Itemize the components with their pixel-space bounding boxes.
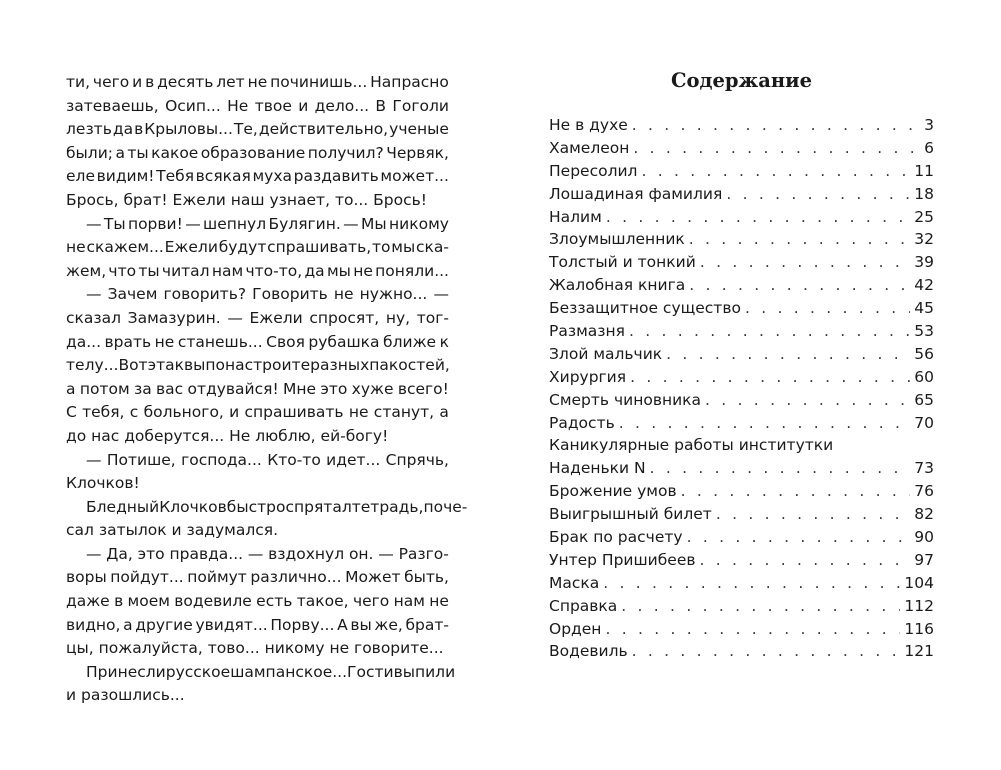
toc-entry-page: 42 (914, 276, 934, 295)
toc-entry-page: 6 (924, 138, 934, 157)
toc-entry (549, 206, 934, 229)
toc-leader-dots (605, 618, 900, 641)
text-line: — Ты порви! — шепнул Булягин. — Мы никому (86, 214, 449, 233)
text-line: — Да, это правда... — вздохнул он. — Разго- (86, 544, 449, 563)
text-line: телу... Вот этак вы понастроите разных пакостей, (66, 356, 450, 375)
toc-entry-title: Брожение умов (549, 482, 677, 501)
toc-entry-title: Беззащитное существо (549, 299, 741, 318)
toc-entry (549, 457, 934, 480)
toc-entry-page: 97 (914, 550, 934, 569)
toc-entry (549, 343, 934, 366)
toc-entry-page: 32 (914, 230, 934, 249)
toc-leader-dots (629, 320, 910, 343)
text-line: а потом за вас отдувайся! Мне это хуже всего! (66, 379, 449, 398)
text-line: — Зачем говорить? Говорить не нужно... — (86, 285, 449, 304)
toc-entry (549, 549, 934, 572)
toc-leader-dots (700, 251, 910, 274)
toc-entry (549, 389, 934, 412)
toc-entry-page: 11 (914, 161, 934, 180)
toc-entry-page: 65 (914, 390, 934, 409)
toc-entry-page: 18 (914, 184, 934, 203)
toc-entry-title: Лошадиная фамилия (549, 184, 723, 203)
toc-leader-dots (606, 206, 910, 229)
table-of-contents-page (549, 68, 934, 663)
toc-entry (549, 412, 934, 435)
text-line: сал затылок и задумался. (66, 521, 279, 540)
toc-entry (549, 114, 934, 137)
toc-leader-dots (726, 183, 910, 206)
toc-entry-title: Унтер Пришибеев (549, 550, 696, 569)
text-line: даже в моем водевиле есть такое, чего нам не (66, 592, 449, 611)
toc-entry (549, 297, 934, 320)
text-line: Клочков! (66, 474, 140, 493)
toc-entry (549, 480, 934, 503)
toc-leader-dots (716, 503, 910, 526)
toc-entry (549, 366, 934, 389)
toc-leader-dots (632, 114, 920, 137)
text-line: не скажем... Ежели будут спрашивать, то мы ска- (66, 238, 449, 257)
toc-entry-page: 90 (914, 528, 934, 547)
toc-leader-dots (687, 526, 911, 549)
toc-entry (549, 228, 934, 251)
toc-entry-title: Хамелеон (549, 138, 630, 157)
text-line: Бледный Клочков быстро спрятал тетрадь, поче- (86, 497, 468, 516)
toc-entry-title: Брак по расчету (549, 528, 683, 547)
toc-entry (549, 434, 934, 457)
toc-leader-dots (650, 457, 911, 480)
toc-entry-title: Маска (549, 573, 600, 592)
toc-entry (549, 137, 934, 160)
text-line: затеваешь, Осип... Не твое и дело... В Гоголи (66, 96, 449, 115)
toc-entry-title: Пересолил (549, 161, 638, 180)
toc-leader-dots (632, 640, 901, 663)
toc-title: Содержание (670, 69, 813, 92)
toc-entry (549, 320, 934, 343)
toc-leader-dots (745, 297, 910, 320)
text-line: и разошлись... (66, 686, 185, 705)
toc-entry-page: 39 (914, 253, 934, 272)
toc-leader-dots (630, 366, 910, 389)
text-line: воры пойдут... поймут различно... Может быть, (66, 568, 449, 587)
toc-entry-page: 60 (914, 367, 934, 386)
toc-entry-page: 73 (914, 459, 934, 478)
toc-entry-title: Смерть чиновника (549, 390, 702, 409)
toc-entry-page: 104 (904, 573, 934, 592)
toc-leader-dots (633, 137, 920, 160)
toc-entry-page: 116 (904, 619, 934, 638)
text-line: до нас доберутся... Не люблю, ей-богу! (66, 426, 389, 445)
toc-entry (549, 595, 934, 618)
toc-leader-dots (603, 572, 900, 595)
text-line: — Потише, господа... Кто-то идет... Спрячь, (86, 450, 449, 469)
text-line: Брось, брат! Ежели наш узнает, то... Брось! (66, 190, 427, 209)
toc-entry-title: Каникулярные работы институтки (549, 436, 834, 455)
toc-entry (549, 251, 934, 274)
toc-entry-page: 70 (914, 413, 934, 432)
text-line: видно, а другие увидят... Порву... А вы же, брат- (66, 615, 449, 634)
toc-entry-page: 25 (914, 207, 934, 226)
text-line: жем, что ты читал нам что-то, да мы не поняли... (66, 261, 449, 280)
toc-entry-title: Орден (549, 619, 602, 638)
toc-entry (549, 183, 934, 206)
toc-entry-page: 56 (914, 344, 934, 363)
toc-entry-title: Хирургия (549, 367, 627, 386)
toc-leader-dots (689, 274, 910, 297)
toc-entry-title: Толстый и тонкий (549, 253, 696, 272)
text-line: сказал Замазурин. — Ежели спросят, ну, тог- (66, 308, 449, 327)
toc-entry-title: Водевиль (549, 642, 628, 661)
toc-entry (549, 160, 934, 183)
toc-leader-dots (700, 549, 911, 572)
toc-entry (549, 503, 934, 526)
toc-entry-page: 45 (914, 299, 934, 318)
toc-entry-title: Выигрышный билет (549, 505, 712, 524)
toc-entry-page: 112 (904, 596, 934, 615)
text-line: лезть да в Крыловы... Те, действительно, ученые (66, 120, 449, 139)
text-line: были; а ты какое образование получил? Червяк, (66, 143, 449, 162)
toc-entry (549, 526, 934, 549)
toc-entry-page: 76 (914, 482, 934, 501)
text-line: ти, чего и в десять лет не починишь... Напрасно (66, 73, 449, 91)
toc-entry-title: Радость (549, 413, 615, 432)
toc-entry (549, 640, 934, 663)
toc-entry-title: Наденьки N (549, 459, 646, 478)
toc-leader-dots (689, 228, 911, 251)
toc-leader-dots (641, 160, 910, 183)
text-line: да... врать не станешь... Своя рубашка ближе к (66, 332, 449, 351)
toc-entry-title: Злоумышленник (549, 230, 685, 249)
toc-entry-page: 3 (924, 116, 934, 134)
toc-leader-dots (705, 389, 910, 412)
toc-leader-dots (619, 412, 911, 435)
story-text-page (66, 71, 468, 708)
toc-entry-page: 82 (914, 505, 934, 524)
text-line: Принесли русское шампанское... Гости выпили (86, 662, 456, 681)
toc-entry (549, 572, 934, 595)
toc-entry-title: Не в духе (549, 116, 628, 134)
toc-entry-title: Справка (549, 596, 618, 615)
text-line: С тебя, с больного, и спрашивать не станут, а (66, 403, 449, 422)
toc-entry (549, 618, 934, 641)
toc-entry-title: Злой мальчик (549, 344, 663, 363)
toc-entry-title: Жалобная книга (549, 276, 686, 295)
toc-entry (549, 274, 934, 297)
toc-entry-page: 121 (904, 642, 934, 661)
toc-leader-dots (666, 343, 910, 366)
toc-list (549, 114, 934, 663)
toc-leader-dots (681, 480, 911, 503)
text-line: цы, пожалуйста, тово... никому не говорите... (66, 639, 444, 658)
text-line: еле видим! Тебя всякая муха раздавить может... (66, 167, 449, 186)
toc-entry-title: Налим (549, 207, 602, 226)
toc-entry-page: 53 (914, 322, 934, 341)
toc-entry-title: Размазня (549, 322, 625, 341)
toc-leader-dots (621, 595, 900, 618)
